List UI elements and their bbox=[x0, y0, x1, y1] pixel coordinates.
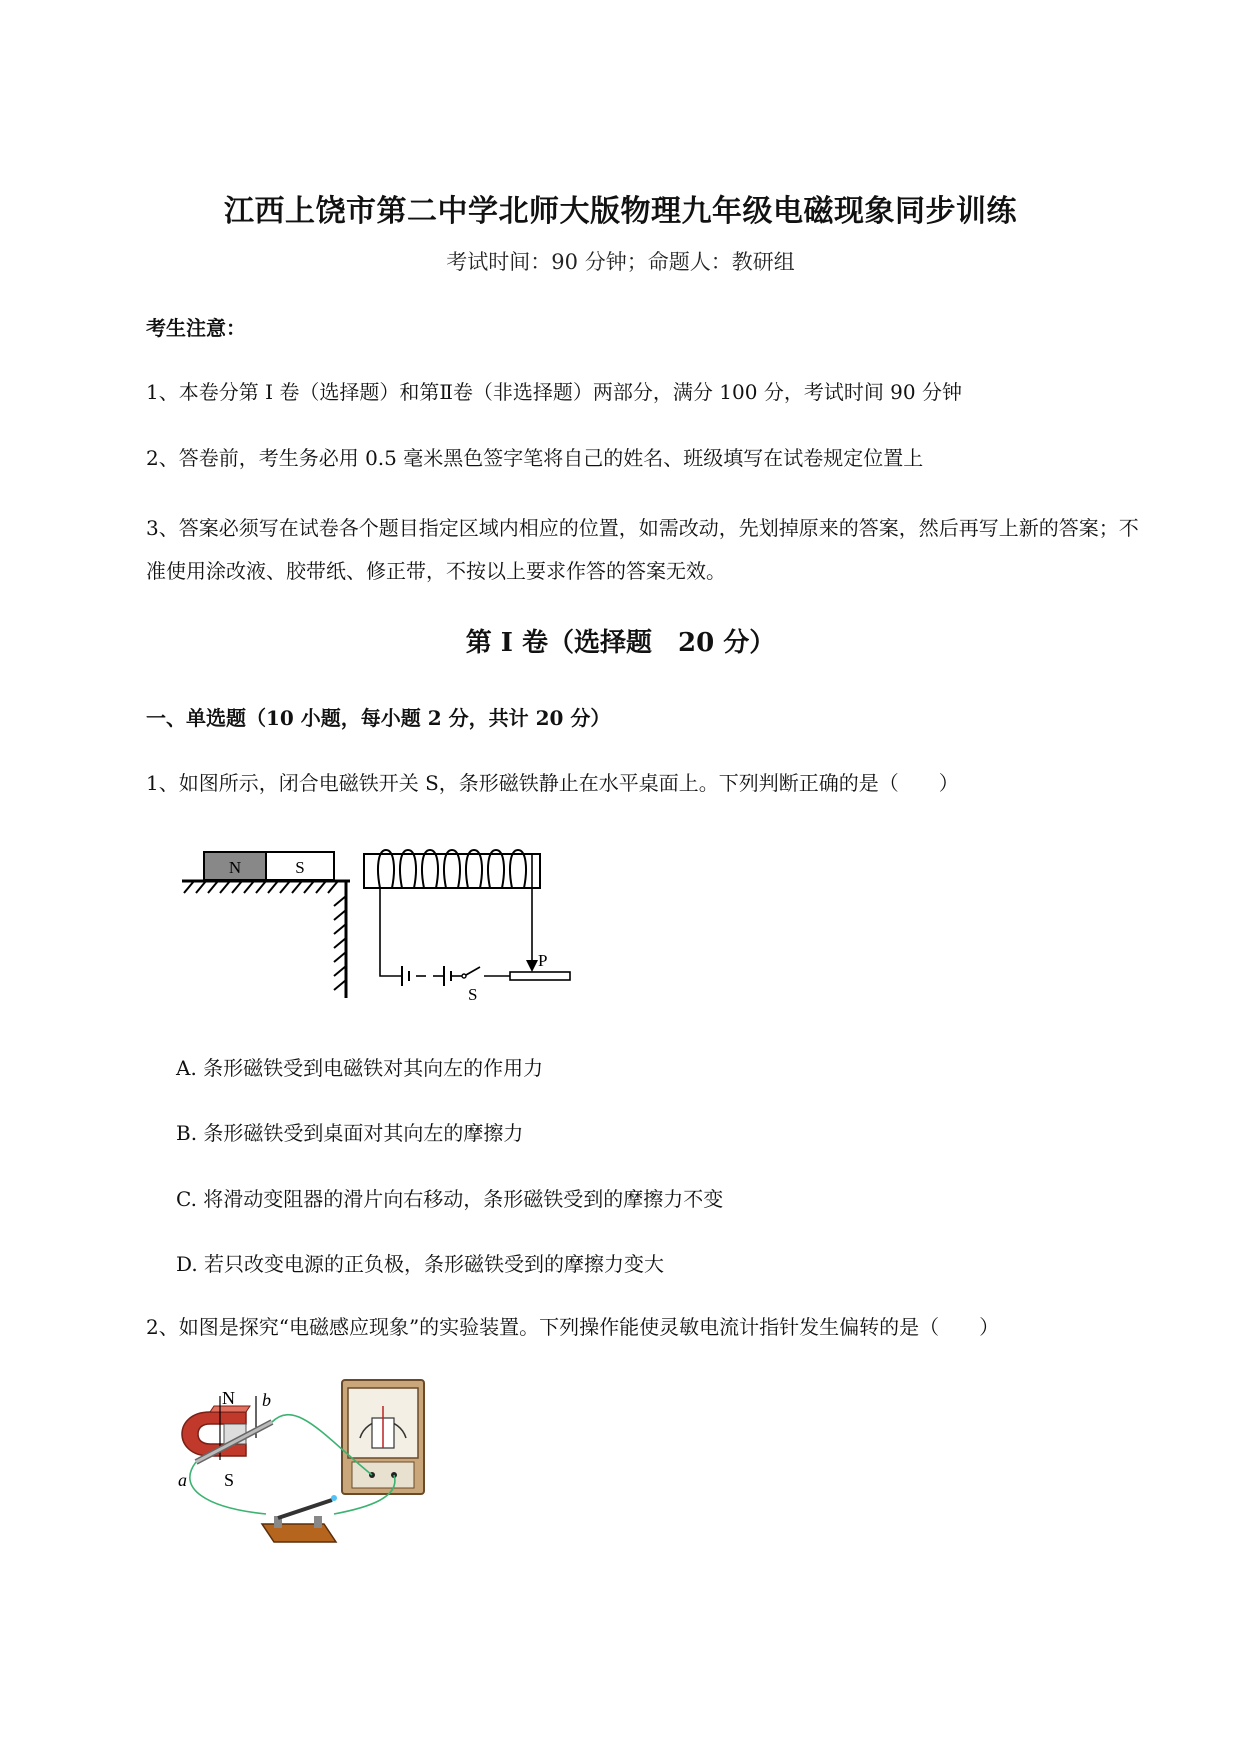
switch-lever bbox=[466, 967, 480, 975]
switch-label: S bbox=[468, 985, 478, 1004]
magnet-n-label: N bbox=[228, 858, 242, 877]
part-heading: 一、单选题（10 小题，每小题 2 分，共计 20 分） bbox=[146, 706, 611, 730]
page-title: 江西上饶市第二中学北师大版物理九年级电磁现象同步训练 bbox=[224, 194, 1017, 229]
question-1-option-c: C. 将滑动变阻器的滑片向右移动，条形磁铁受到的摩擦力不变 bbox=[176, 1187, 724, 1211]
knife-switch-base bbox=[262, 1524, 336, 1542]
knife-switch-blade bbox=[278, 1500, 332, 1518]
end-a-label: a bbox=[178, 1470, 187, 1490]
pole-n-label: N bbox=[222, 1388, 235, 1408]
question-1-option-a: A. 条形磁铁受到电磁铁对其向左的作用力 bbox=[176, 1056, 544, 1080]
notice-item: 1、本卷分第 I 卷（选择题）和第Ⅱ卷（非选择题）两部分，满分 100 分，考试时间 90 分钟 bbox=[146, 380, 962, 404]
switch-contact bbox=[462, 974, 466, 978]
question-2-figure bbox=[176, 1378, 436, 1578]
table-hatching bbox=[184, 881, 346, 990]
question-2-stem: 2、如图是探究“电磁感应现象”的实验装置。下列操作能使灵敏电流计指针发生偏转的是（ ） bbox=[146, 1315, 1000, 1339]
question-1-figure bbox=[180, 848, 580, 1008]
magnet-s-label: S bbox=[295, 858, 305, 877]
question-1-option-d: D. 若只改变电源的正负极，条形磁铁受到的摩擦力变大 bbox=[176, 1252, 665, 1276]
rheostat bbox=[510, 972, 570, 980]
question-1-option-b: B. 条形磁铁受到桌面对其向左的摩擦力 bbox=[176, 1121, 524, 1145]
slider-arrow bbox=[526, 960, 538, 972]
question-1-stem: 1、如图所示，闭合电磁铁开关 S，条形磁铁静止在水平桌面上。下列判断正确的是（ ） bbox=[146, 771, 959, 795]
pole-s-label: S bbox=[224, 1470, 235, 1490]
notice-item: 2、答卷前，考生务必用 0.5 毫米黑色签字笔将自己的姓名、班级填写在试卷规定位置上 bbox=[146, 446, 924, 470]
notice-item: 3、答案必须写在试卷各个题目指定区域内相应的位置，如需改动，先划掉原来的答案，然后再写上新的答案；不准使用涂改液、胶带纸、修正带，不按以上要求作答的答案无效。 bbox=[146, 516, 1139, 583]
slider-label: P bbox=[538, 951, 548, 970]
section-title: 第 I 卷（选择题 20 分） bbox=[465, 628, 776, 658]
notice-heading: 考生注意： bbox=[146, 316, 246, 340]
exam-subtitle: 考试时间：90 分钟；命题人：教研组 bbox=[446, 250, 795, 274]
electromagnet-core bbox=[364, 854, 540, 888]
end-b-label: b bbox=[262, 1390, 271, 1410]
